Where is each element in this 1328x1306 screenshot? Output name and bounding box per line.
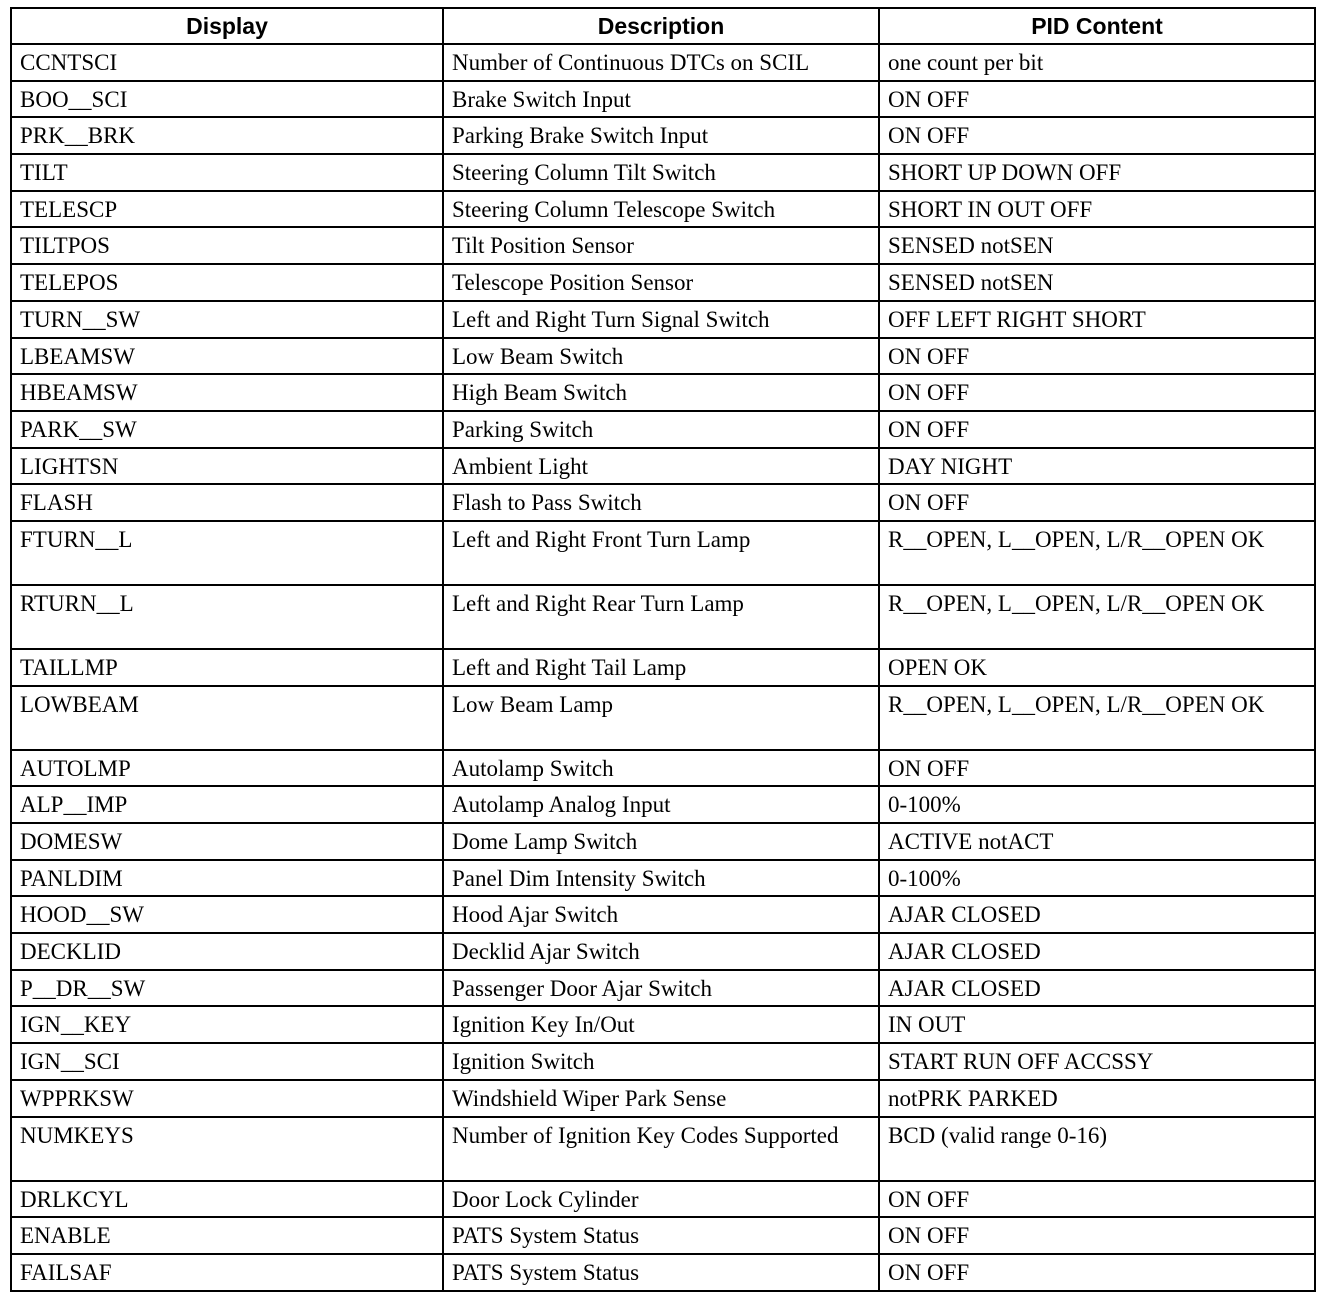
display-cell: P__DR__SW — [11, 970, 443, 1007]
display-cell: DECKLID — [11, 933, 443, 970]
table-row — [11, 411, 1315, 448]
pid-content-cell: ON OFF — [879, 117, 1315, 154]
description-cell: Parking Switch — [443, 411, 879, 448]
description-cell: PATS System Status — [443, 1254, 879, 1291]
table-row — [11, 823, 1315, 860]
table-row — [11, 264, 1315, 301]
description-cell: Ignition Switch — [443, 1043, 879, 1080]
display-cell: FTURN__L — [11, 521, 443, 585]
table-row — [11, 686, 1315, 750]
pid-content-cell: ON OFF — [879, 81, 1315, 118]
pid-content-cell: ON OFF — [879, 411, 1315, 448]
description-cell: Number of Ignition Key Codes Supported — [443, 1117, 879, 1181]
description-cell: Ignition Key In/Out — [443, 1006, 879, 1043]
description-cell: Low Beam Switch — [443, 338, 879, 375]
description-cell: Autolamp Analog Input — [443, 786, 879, 823]
table-row — [11, 1080, 1315, 1117]
description-cell: Brake Switch Input — [443, 81, 879, 118]
description-cell: Flash to Pass Switch — [443, 484, 879, 521]
description-cell: Decklid Ajar Switch — [443, 933, 879, 970]
display-cell: TELESCP — [11, 191, 443, 228]
display-cell: TURN__SW — [11, 301, 443, 338]
display-cell: FLASH — [11, 484, 443, 521]
table-row — [11, 154, 1315, 191]
display-cell: IGN__KEY — [11, 1006, 443, 1043]
description-cell: Tilt Position Sensor — [443, 227, 879, 264]
pid-content-cell: 0-100% — [879, 786, 1315, 823]
display-cell: LBEAMSW — [11, 338, 443, 375]
display-cell: ALP__IMP — [11, 786, 443, 823]
display-cell: TAILLMP — [11, 649, 443, 686]
table-row — [11, 521, 1315, 585]
pid-content-cell: IN OUT — [879, 1006, 1315, 1043]
table-body — [11, 44, 1315, 1291]
description-cell: Parking Brake Switch Input — [443, 117, 879, 154]
pid-content-cell: OPEN OK — [879, 649, 1315, 686]
table-row — [11, 1006, 1315, 1043]
display-cell: DRLKCYL — [11, 1181, 443, 1218]
table-row — [11, 301, 1315, 338]
table-row — [11, 338, 1315, 375]
pid-content-cell: ACTIVE notACT — [879, 823, 1315, 860]
table-row — [11, 649, 1315, 686]
display-cell: FAILSAF — [11, 1254, 443, 1291]
display-cell: CCNTSCI — [11, 44, 443, 81]
display-cell: LIGHTSN — [11, 448, 443, 485]
pid-table — [10, 7, 1316, 1292]
description-cell: Telescope Position Sensor — [443, 264, 879, 301]
pid-content-cell: SENSED notSEN — [879, 227, 1315, 264]
table-row — [11, 1217, 1315, 1254]
pid-content-cell: notPRK PARKED — [879, 1080, 1315, 1117]
table-row — [11, 1043, 1315, 1080]
display-cell: DOMESW — [11, 823, 443, 860]
table-row — [11, 896, 1315, 933]
display-cell: LOWBEAM — [11, 686, 443, 750]
table-row — [11, 484, 1315, 521]
display-cell: TILT — [11, 154, 443, 191]
description-cell: Passenger Door Ajar Switch — [443, 970, 879, 1007]
table-row — [11, 786, 1315, 823]
display-cell: HOOD__SW — [11, 896, 443, 933]
pid-content-cell: R__OPEN, L__OPEN, L/R__OPEN OK — [879, 585, 1315, 649]
display-cell: PANLDIM — [11, 860, 443, 897]
pid-content-cell: SHORT UP DOWN OFF — [879, 154, 1315, 191]
header-row — [11, 8, 1315, 44]
description-cell: Number of Continuous DTCs on SCIL — [443, 44, 879, 81]
pid-content-cell: ON OFF — [879, 1254, 1315, 1291]
table-row — [11, 227, 1315, 264]
display-cell: WPPRKSW — [11, 1080, 443, 1117]
description-cell: Steering Column Tilt Switch — [443, 154, 879, 191]
display-cell: BOO__SCI — [11, 81, 443, 118]
pid-content-cell: OFF LEFT RIGHT SHORT — [879, 301, 1315, 338]
display-cell: NUMKEYS — [11, 1117, 443, 1181]
description-cell: Door Lock Cylinder — [443, 1181, 879, 1218]
pid-content-cell: START RUN OFF ACCSSY — [879, 1043, 1315, 1080]
table-row — [11, 374, 1315, 411]
description-cell: Windshield Wiper Park Sense — [443, 1080, 879, 1117]
pid-content-cell: R__OPEN, L__OPEN, L/R__OPEN OK — [879, 686, 1315, 750]
table-row — [11, 970, 1315, 1007]
pid-content-cell: AJAR CLOSED — [879, 970, 1315, 1007]
display-cell: PRK__BRK — [11, 117, 443, 154]
pid-content-cell: AJAR CLOSED — [879, 933, 1315, 970]
description-cell: Left and Right Rear Turn Lamp — [443, 585, 879, 649]
display-cell: TELEPOS — [11, 264, 443, 301]
header-display: Display — [11, 8, 443, 44]
pid-content-cell: AJAR CLOSED — [879, 896, 1315, 933]
pid-content-cell: SHORT IN OUT OFF — [879, 191, 1315, 228]
description-cell: Ambient Light — [443, 448, 879, 485]
table-row — [11, 81, 1315, 118]
description-cell: Dome Lamp Switch — [443, 823, 879, 860]
description-cell: PATS System Status — [443, 1217, 879, 1254]
table-row — [11, 933, 1315, 970]
description-cell: Left and Right Front Turn Lamp — [443, 521, 879, 585]
description-cell: Left and Right Tail Lamp — [443, 649, 879, 686]
pid-content-cell: ON OFF — [879, 484, 1315, 521]
table-row — [11, 117, 1315, 154]
description-cell: High Beam Switch — [443, 374, 879, 411]
description-cell: Left and Right Turn Signal Switch — [443, 301, 879, 338]
pid-content-cell: ON OFF — [879, 750, 1315, 787]
table-header — [11, 8, 1315, 44]
description-cell: Low Beam Lamp — [443, 686, 879, 750]
pid-content-cell: ON OFF — [879, 374, 1315, 411]
display-cell: ENABLE — [11, 1217, 443, 1254]
header-description: Description — [443, 8, 879, 44]
display-cell: AUTOLMP — [11, 750, 443, 787]
pid-content-cell: BCD (valid range 0-16) — [879, 1117, 1315, 1181]
table-row — [11, 191, 1315, 228]
table-row — [11, 1254, 1315, 1291]
table-row — [11, 448, 1315, 485]
description-cell: Hood Ajar Switch — [443, 896, 879, 933]
table-row — [11, 44, 1315, 81]
table-row — [11, 1117, 1315, 1181]
table-row — [11, 585, 1315, 649]
description-cell: Panel Dim Intensity Switch — [443, 860, 879, 897]
display-cell: HBEAMSW — [11, 374, 443, 411]
pid-content-cell: ON OFF — [879, 338, 1315, 375]
pid-content-cell: DAY NIGHT — [879, 448, 1315, 485]
display-cell: TILTPOS — [11, 227, 443, 264]
pid-content-cell: R__OPEN, L__OPEN, L/R__OPEN OK — [879, 521, 1315, 585]
description-cell: Autolamp Switch — [443, 750, 879, 787]
pid-content-cell: 0-100% — [879, 860, 1315, 897]
table-row — [11, 1181, 1315, 1218]
display-cell: RTURN__L — [11, 585, 443, 649]
pid-content-cell: SENSED notSEN — [879, 264, 1315, 301]
description-cell: Steering Column Telescope Switch — [443, 191, 879, 228]
pid-content-cell: ON OFF — [879, 1181, 1315, 1218]
table-row — [11, 750, 1315, 787]
table-row — [11, 860, 1315, 897]
display-cell: IGN__SCI — [11, 1043, 443, 1080]
pid-content-cell: ON OFF — [879, 1217, 1315, 1254]
display-cell: PARK__SW — [11, 411, 443, 448]
header-pid-content: PID Content — [879, 8, 1315, 44]
pid-content-cell: one count per bit — [879, 44, 1315, 81]
